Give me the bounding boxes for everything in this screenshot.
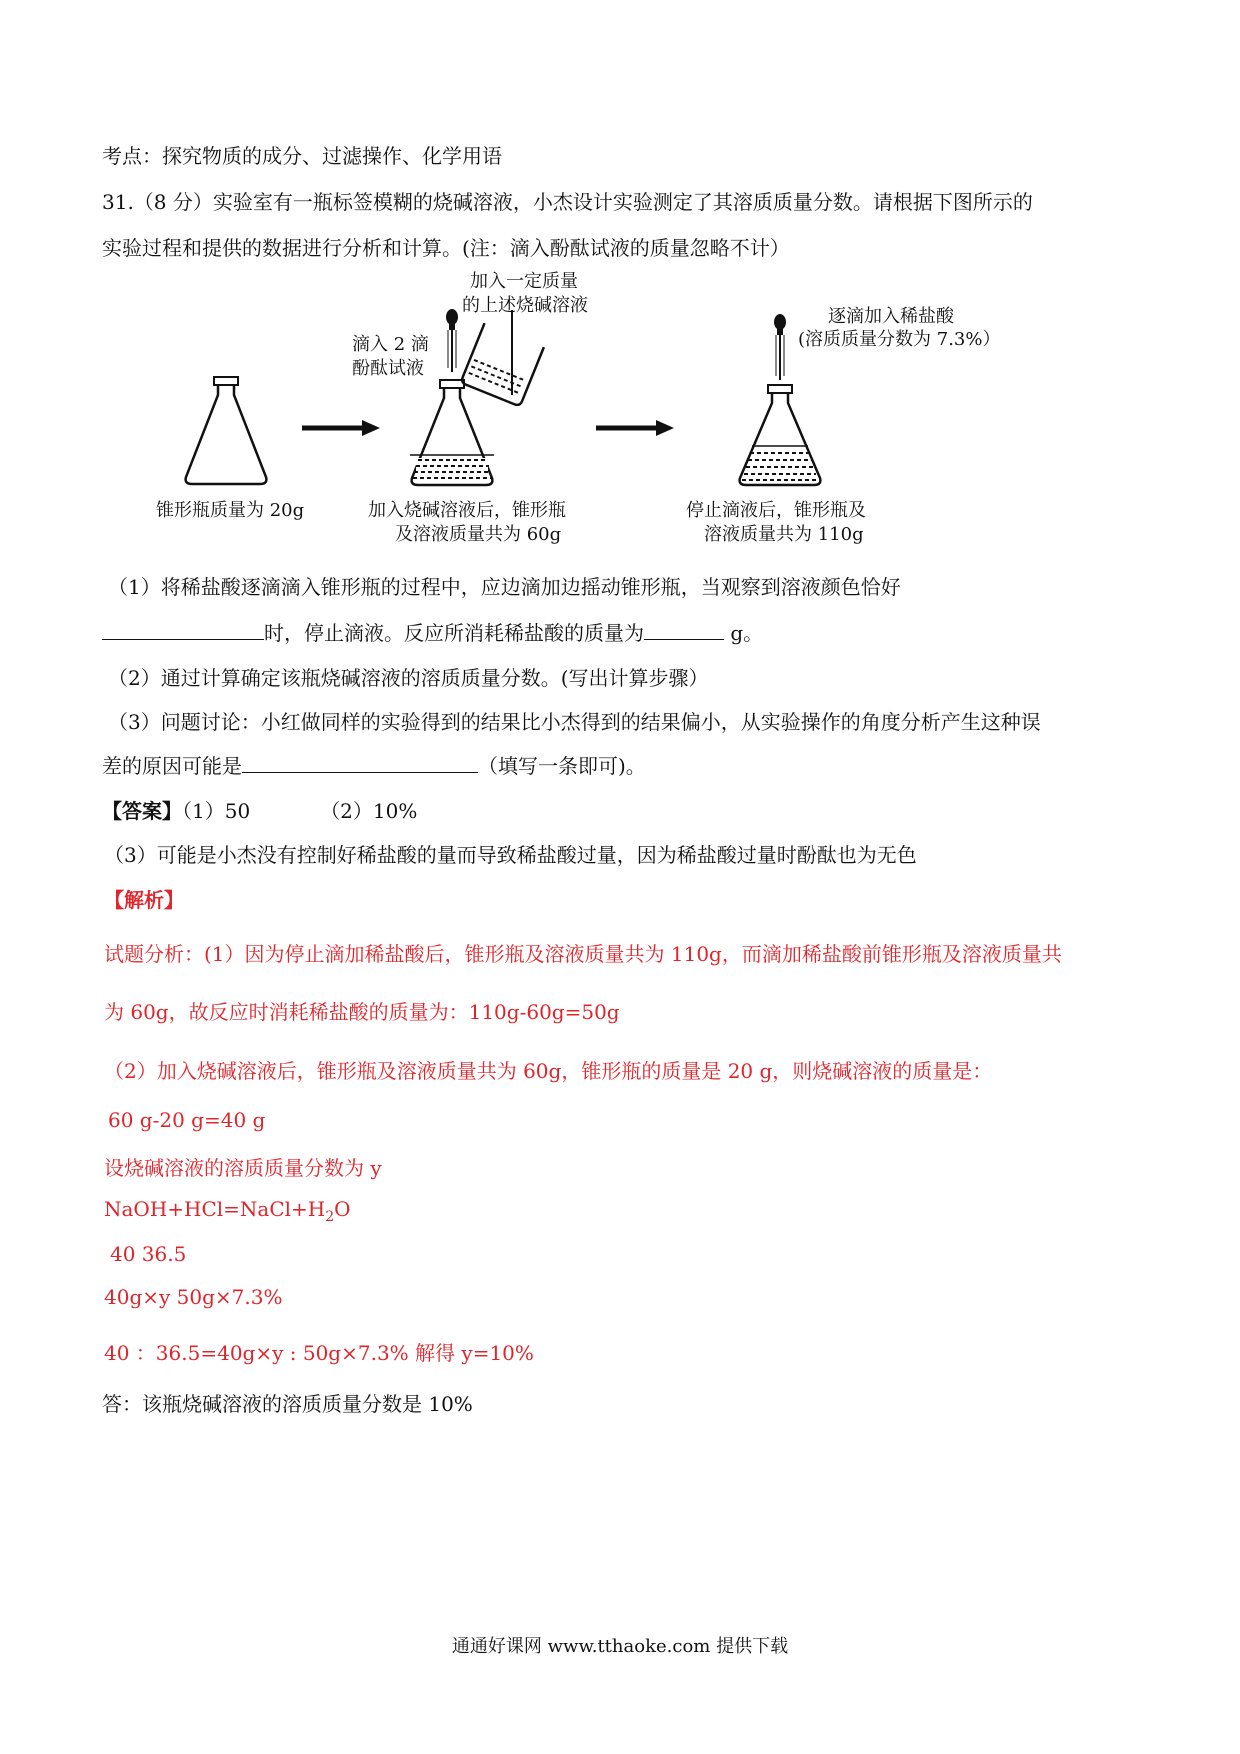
analysis-line-1: 试题分析：(1）因为停止滴加稀盐酸后，锥形瓶及溶液质量共为 110g，而滴加稀盐酸前锥形瓶及溶液质量共 (104, 942, 1062, 966)
experiment-figure (0, 260, 1240, 550)
sub1-line-2 (102, 617, 763, 646)
page-footer: 通通好课网 www.tthaoke.com 提供下载 (451, 1636, 789, 1657)
label-add-alkali-1: 加入一定质量 (470, 271, 578, 292)
sub3-start-text: 差的原因可能是 (102, 754, 242, 778)
question-line-1: 31.（8 分）实验室有一瓶标签模糊的烧碱溶液，小杰设计实验测定了其溶质质量分数。请根据下图所示的 (102, 190, 1033, 214)
analysis-line-4: 60 g-20 g=40 g (108, 1108, 266, 1132)
arrow-2-icon (596, 420, 674, 436)
kaodian-line: 考点：探究物质的成分、过滤操作、化学用语 (102, 144, 502, 168)
analysis-line-2: 为 60g，故反应时消耗稀盐酸的质量为：110g-60g=50g (104, 1000, 620, 1024)
answer-2: （2）10% (320, 799, 418, 823)
flask-with-alkali-icon (410, 380, 494, 485)
caption-flask-3-line-1: 停止滴液后，锥形瓶及 (686, 500, 866, 521)
label-drop-phenol-1: 滴入 2 滴 (352, 334, 429, 355)
sub1-mid-text: 时，停止滴液。反应所消耗稀盐酸的质量为 (264, 621, 644, 645)
equation-tail: O (334, 1197, 351, 1221)
conclusion-line: 答：该瓶烧碱溶液的溶质质量分数是 10% (102, 1392, 473, 1416)
label-drop-phenol-2: 酚酞试液 (352, 358, 424, 379)
sub1-end-text: g。 (724, 621, 764, 645)
sub3-blank-reason[interactable] (242, 752, 478, 773)
caption-flask-1: 锥形瓶质量为 20g (156, 500, 305, 521)
beaker-pouring-icon (461, 323, 544, 406)
answer-1: （1）50 (182, 799, 251, 823)
analysis-line-3: （2）加入烧碱溶液后，锥形瓶及溶液质量共为 60g，锥形瓶的质量是 20 g，则烧碱溶液的质量是： (104, 1059, 993, 1083)
caption-flask-3-line-2: 溶液质量共为 110g (704, 524, 864, 545)
label-add-acid-2: (溶质质量分数为 7.3%） (798, 329, 1001, 350)
sub2-line: （2）通过计算确定该瓶烧碱溶液的溶质质量分数。(写出计算步骤） (108, 666, 709, 690)
analysis-line-5: 设烧碱溶液的溶质质量分数为 y (104, 1156, 382, 1180)
analysis-equation (104, 1197, 351, 1225)
sub3-line-1: （3）问题讨论：小红做同样的实验得到的结果比小杰得到的结果偏小，从实验操作的角度分析产生这种误 (108, 710, 1041, 734)
sub3-end-text: （填写一条即可)。 (478, 754, 646, 778)
equation-main: NaOH+HCl=NaCl+H (104, 1197, 326, 1221)
flask-after-titration-icon (740, 385, 821, 485)
label-add-acid-1: 逐滴加入稀盐酸 (828, 306, 954, 327)
sub1-line-1: （1）将稀盐酸逐滴滴入锥形瓶的过程中，应边滴加边摇动锥形瓶，当观察到溶液颜色恰好 (108, 575, 901, 599)
caption-flask-2-line-2: 及溶液质量共为 60g (395, 524, 562, 545)
answer-3: （3）可能是小杰没有控制好稀盐酸的量而导致稀盐酸过量，因为稀盐酸过量时酚酞也为无色 (104, 843, 917, 867)
analysis-line-8: 40g×y 50g×7.3% (104, 1285, 283, 1309)
analysis-label: 【解析】 (104, 888, 184, 912)
answer-label: 【答案】 (102, 799, 182, 823)
sub1-blank-color[interactable] (102, 619, 264, 640)
dropper-phenolphthalein-icon (446, 309, 458, 372)
analysis-line-7: 40 36.5 (110, 1242, 187, 1266)
label-add-alkali-2: 的上述烧碱溶液 (462, 295, 588, 316)
sub1-blank-mass[interactable] (644, 619, 724, 640)
question-line-2: 实验过程和提供的数据进行分析和计算。(注：滴入酚酞试液的质量忽略不计） (102, 236, 790, 260)
equation-subscript: 2 (325, 1209, 335, 1225)
arrow-1-icon (302, 420, 380, 436)
empty-flask-icon (186, 377, 267, 484)
dropper-hcl-icon (774, 314, 786, 380)
answer-line (102, 795, 417, 824)
sub3-line-2 (102, 750, 646, 779)
caption-flask-2-line-1: 加入烧碱溶液后，锥形瓶 (368, 500, 566, 521)
analysis-line-9: 40 ：36.5=40g×y : 50g×7.3% 解得 y=10% (104, 1341, 534, 1365)
